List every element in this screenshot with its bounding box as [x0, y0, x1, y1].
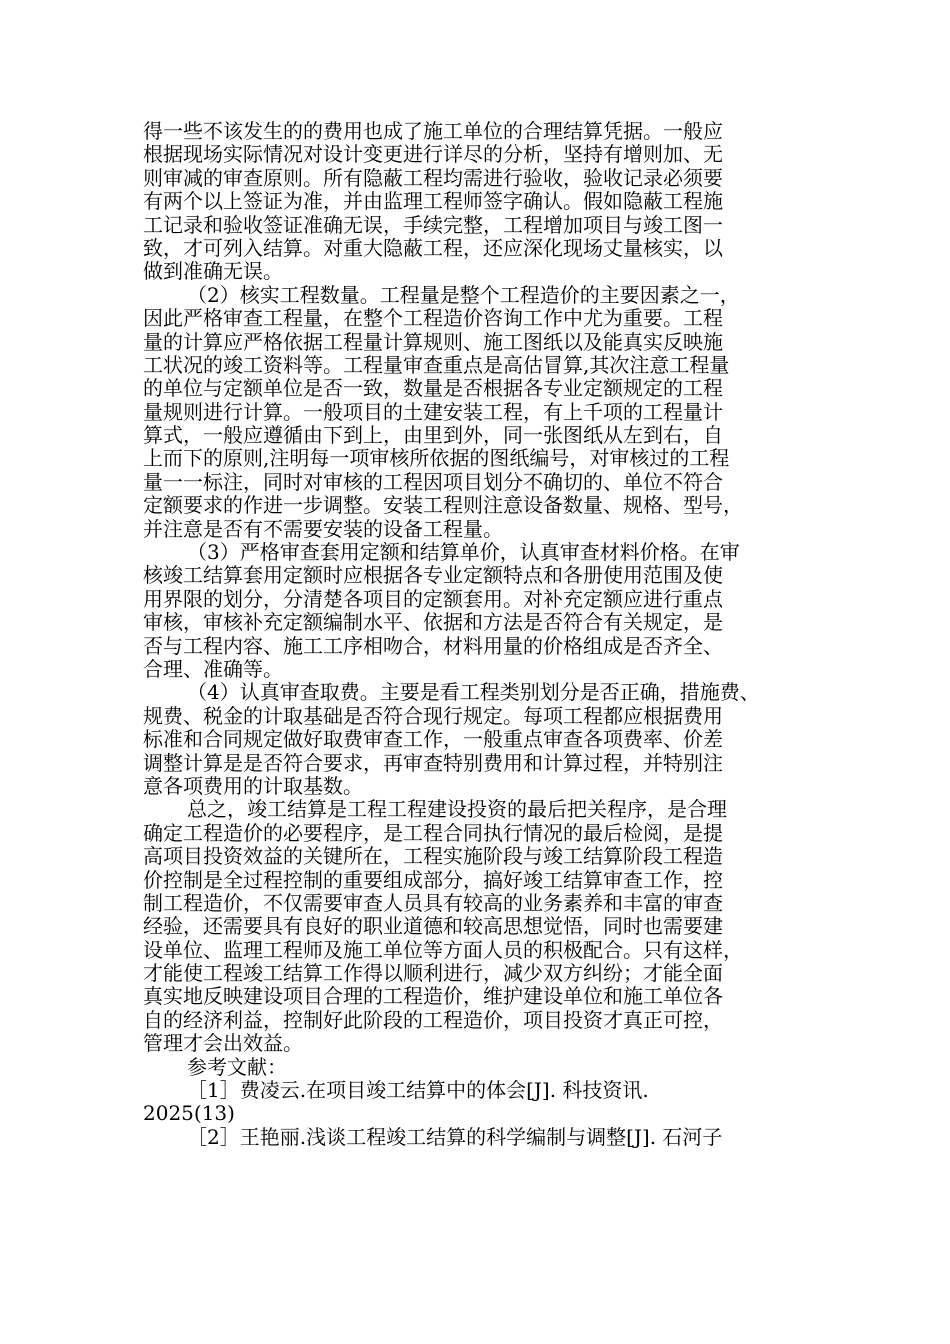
- text-line: 2025(13): [143, 1101, 235, 1126]
- text-line: 管理才会出效益。: [143, 1031, 303, 1056]
- text-line: 核竣工结算套用定额时应根据各专业定额特点和各册使用范围及使: [143, 563, 723, 588]
- text-line: 的单位与定额单位是否一致，数量是否根据各专业定额规定的工程: [143, 376, 723, 401]
- text-line: 用界限的划分，分清楚各项目的定额套用。对补充定额应进行重点: [143, 586, 723, 611]
- text-line: （3）严格审查套用定额和结算单价，认真审查材料价格。在审: [187, 540, 740, 565]
- text-line: 算式，一般应遵循由下到上，由里到外，同一张图纸从左到右，自: [143, 423, 723, 448]
- text-line: 并注意是否有不需要安装的设备工程量。: [143, 516, 503, 541]
- text-line: 确定工程造价的必要程序，是工程合同执行情况的最后检阅，是提: [143, 820, 723, 845]
- text-line: 定额要求的作进一步调整。安装工程则注意设备数量、规格、型号，: [143, 493, 743, 518]
- text-line: 因此严格审查工程量，在整个工程造价咨询工作中尤为重要。工程: [143, 306, 723, 331]
- text-line: 合理、准确等。: [143, 656, 283, 681]
- text-line: 才能使工程竣工结算工作得以顺利进行，减少双方纠纷；才能全面: [143, 961, 723, 986]
- text-line: 否与工程内容、施工工序相吻合，材料用量的价格组成是否齐全、: [143, 633, 723, 658]
- text-line: 经验，还需要具有良好的职业道德和较高思想觉悟，同时也需要建: [143, 914, 723, 939]
- text-line: 参考文献：: [187, 1054, 287, 1079]
- text-line: 调整计算是是否符合要求，再审查特别费用和计算过程，并特别注: [143, 750, 723, 775]
- text-line: ［2］王艳丽.浅谈工程竣工结算的科学编制与调整[J]. 石河子: [187, 1124, 723, 1149]
- text-line: 设单位、监理工程师及施工单位等方面人员的积极配合。只有这样，: [143, 937, 743, 962]
- text-line: 量一一标注，同时对审核的工程因项目划分不确切的、单位不符合: [143, 469, 723, 494]
- text-line: 规费、税金的计取基础是否符合现行规定。每项工程都应根据费用: [143, 703, 723, 728]
- text-line: （4）认真审查取费。主要是看工程类别划分是否正确，措施费、: [187, 680, 760, 705]
- text-line: 制工程造价，不仅需要审查人员具有较高的业务素养和丰富的审查: [143, 890, 723, 915]
- text-line: ［1］费凌云.在项目竣工结算中的体会[J]. 科技资讯.: [187, 1078, 649, 1103]
- text-line: 有两个以上签证为准，并由监理工程师签字确认。假如隐蔽工程施: [143, 189, 723, 214]
- text-line: 总之，竣工结算是工程工程建设投资的最后把关程序，是合理: [187, 797, 727, 822]
- text-line: 量规则进行计算。一般项目的土建安装工程，有上千项的工程量计: [143, 399, 723, 424]
- text-line: 真实地反映建设项目合理的工程造价，维护建设单位和施工单位各: [143, 984, 723, 1009]
- document-body: [143, 120, 823, 1149]
- text-line: 标准和合同规定做好取费审查工作，一般重点审查各项费率、价差: [143, 727, 723, 752]
- text-line: 价控制是全过程控制的重要组成部分，搞好竣工结算审查工作，控: [143, 867, 723, 892]
- text-line: 上而下的原则,注明每一项审核所依据的图纸编号，对审核过的工程: [143, 446, 730, 471]
- text-line: 工状况的竣工资料等。工程量审查重点是高估冒算,其次注意工程量: [143, 352, 730, 377]
- text-line: 意各项费用的计取基数。: [143, 773, 363, 798]
- text-line: 自的经济利益，控制好此阶段的工程造价，项目投资才真正可控，: [143, 1007, 723, 1032]
- text-line: 致，才可列入结算。对重大隐蔽工程，还应深化现场丈量核实，以: [143, 235, 723, 260]
- text-line: 量的计算应严格依据工程量计算规则、施工图纸以及能真实反映施: [143, 329, 723, 354]
- text-line: 则审减的审查原则。所有隐蔽工程均需进行验收，验收记录必须要: [143, 165, 723, 190]
- text-line: 工记录和验收签证准确无误，手续完整，工程增加项目与竣工图一: [143, 212, 723, 237]
- text-line: 得一些不该发生的的费用也成了施工单位的合理结算凭据。一般应: [143, 119, 723, 143]
- text-line: 根据现场实际情况对设计变更进行详尽的分析，坚持有增则加、无: [143, 142, 723, 167]
- text-line: 审核，审核补充定额编制水平、依据和方法是否符合有关规定，是: [143, 610, 723, 635]
- text-line: 高项目投资效益的关键所在，工程实施阶段与竣工结算阶段工程造: [143, 844, 723, 869]
- text-line: 做到准确无误。: [143, 259, 283, 284]
- text-line: （2）核实工程数量。工程量是整个工程造价的主要因素之一，: [187, 282, 740, 307]
